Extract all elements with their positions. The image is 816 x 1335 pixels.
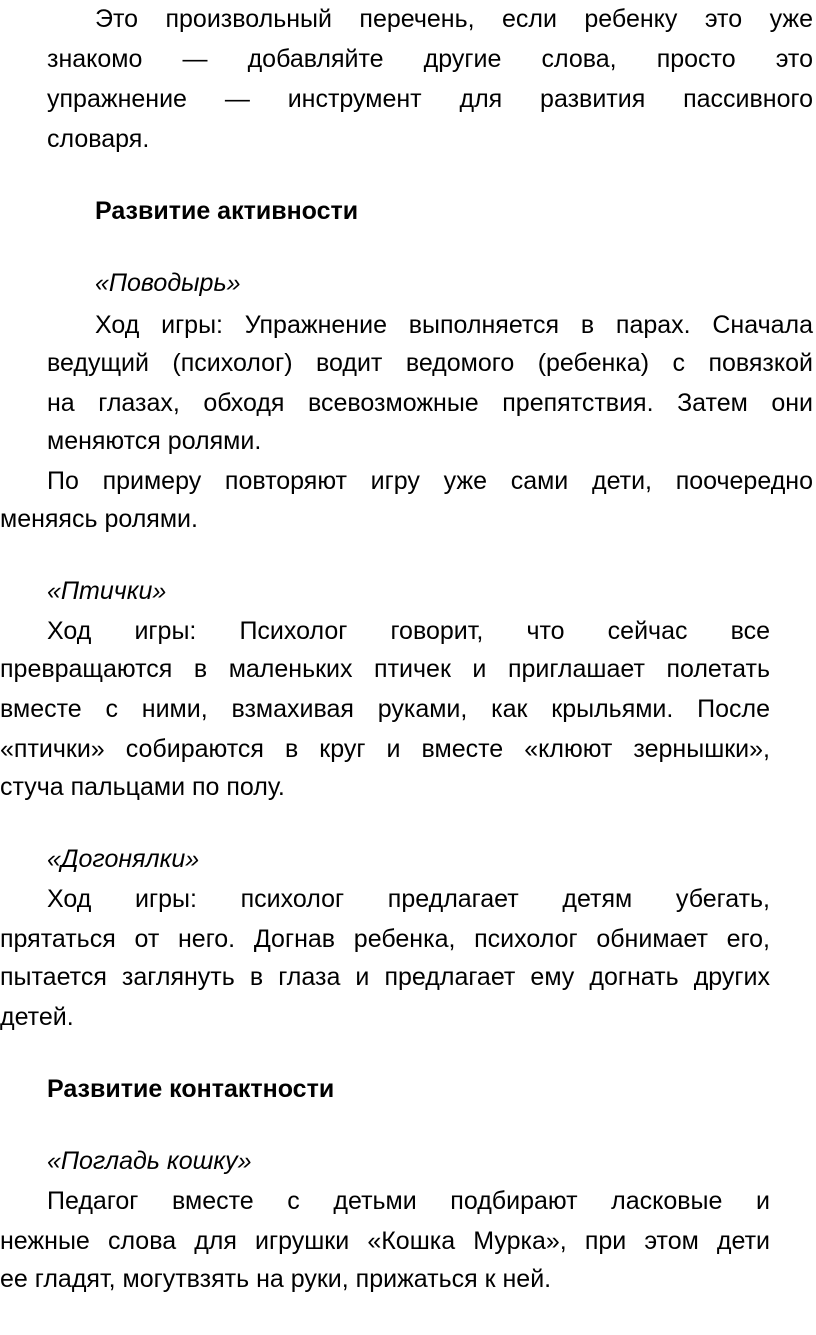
game3-line-3: пытается заглянуть в глаза и предлагает ему догнать других xyxy=(0,963,770,991)
intro-line-4: словаря. xyxy=(47,125,150,153)
section-heading-activity: Развитие активности xyxy=(95,197,359,225)
game-title-pogladkoshku: «Погладь кошку» xyxy=(47,1147,252,1175)
game4-line-1: Педагог вместе с детьми подбирают ласковые и xyxy=(47,1187,770,1215)
game1-line-2: ведущий (психолог) водит ведомого (ребенка) с повязкой xyxy=(47,349,813,377)
game1-line-6: меняясь ролями. xyxy=(0,505,198,533)
game1-line-3: на глазах, обходя всевозможные препятствия. Затем они xyxy=(47,389,813,417)
section-heading-contact: Развитие контактности xyxy=(47,1075,335,1103)
game3-line-1: Ход игры: психолог предлагает детям убегать, xyxy=(47,885,770,913)
game1-line-5: По примеру повторяют игру уже сами дети, поочередно xyxy=(47,467,813,495)
game2-line-4: «птички» собираются в круг и вместе «клюют зернышки», xyxy=(0,735,770,763)
game-title-dogonyalki: «Догонялки» xyxy=(47,845,200,873)
intro-line-2: знакомо — добавляйте другие слова, просто это xyxy=(47,45,813,73)
game3-line-4: детей. xyxy=(0,1003,74,1031)
game4-line-3: ее гладят, могутвзять на руки, прижаться к ней. xyxy=(0,1265,552,1293)
game1-line-1: Ход игры: Упражнение выполняется в парах. Сначала xyxy=(95,311,813,339)
game2-line-2: превращаются в маленьких птичек и приглашает полетать xyxy=(0,655,770,683)
intro-line-3: упражнение — инструмент для развития пассивного xyxy=(47,85,813,113)
game4-line-2: нежные слова для игрушки «Кошка Мурка», при этом дети xyxy=(0,1227,770,1255)
game2-line-1: Ход игры: Психолог говорит, что сейчас все xyxy=(47,617,770,645)
game-title-povodyr: «Поводырь» xyxy=(95,269,241,297)
game2-line-5: стуча пальцами по полу. xyxy=(0,773,285,801)
game1-line-4: меняются ролями. xyxy=(47,427,262,455)
intro-line-1: Это произвольный перечень, если ребенку это уже xyxy=(95,5,813,33)
game3-line-2: прятаться от него. Догнав ребенка, психолог обнимает его, xyxy=(0,925,770,953)
game2-line-3: вместе с ними, взмахивая руками, как крыльями. После xyxy=(0,695,770,723)
game-title-ptichki: «Птички» xyxy=(47,577,167,605)
